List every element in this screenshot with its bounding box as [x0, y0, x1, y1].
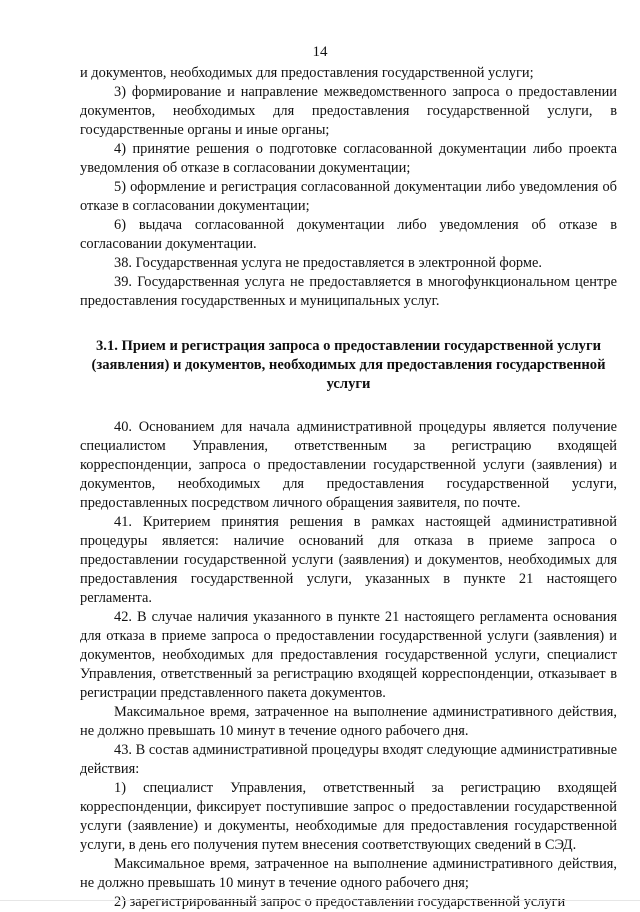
- paragraph: и документов, необходимых для предоставления государственной услуги;: [80, 65, 534, 81]
- paragraph: 38. Государственная услуга не предоставляется в электронной форме.: [114, 255, 542, 271]
- paragraph: 1) специалист Управления, ответственный за регистрацию входящей корреспонденции, фиксирует поступившие запрос о предоставлении государственной услуги (заявление) и документы, необходимые для предоставления государственной услуги, в день его получения путем внесения соответствующих сведений в СЭД.: [80, 780, 617, 853]
- paragraph: Максимальное время, затраченное на выполнение административного действия, не должно превышать 10 минут в течение одного рабочего дня.: [80, 704, 617, 739]
- paragraph: Максимальное время, затраченное на выполнение административного действия, не должно превышать 10 минут в течение одного рабочего дня;: [80, 856, 617, 891]
- paragraph: 4) принятие решения о подготовке согласованной документации либо проекта уведомления об отказе в согласовании документации;: [80, 141, 617, 176]
- paragraph: 41. Критерием принятия решения в рамках настоящей административной процедуры является: наличие оснований для отказа в приеме запроса о предоставлении государственной услуги (заявления) и документов, необходимых для предоставления государственной услуги, указанных в пункте 21 настоящего регламента.: [80, 514, 617, 606]
- paragraph: 3) формирование и направление межведомственного запроса о предоставлении документов, необходимых для предоставления государственной услуги, в государственные органы и иные органы;: [80, 84, 617, 138]
- paragraph: 40. Основанием для начала административной процедуры является получение специалистом Управления, ответственным за регистрацию входящей корреспонденции, запроса о предоставлении государственной услуги (заявления) и документов, необходимых для предоставления государственной услуги, предоставленных посредством личного обращения заявителя, по почте.: [80, 419, 617, 511]
- paragraph: 5) оформление и регистрация согласованной документации либо уведомления об отказе в согласовании документации;: [80, 179, 617, 214]
- section-heading: 3.1. Прием и регистрация запроса о предоставлении государственной услуги (заявления) и документов, необходимых для предоставления государственной услуги: [91, 338, 606, 392]
- page-bottom-edge: [0, 900, 640, 905]
- paragraph: 39. Государственная услуга не предоставляется в многофункциональном центре предоставления государственных и муниципальных услуг.: [80, 274, 617, 309]
- section-after: [80, 418, 617, 912]
- paragraph: 43. В состав административной процедуры входят следующие административные действия:: [80, 742, 617, 777]
- paragraph: 42. В случае наличия указанного в пункте 21 настоящего регламента основания для отказа в приеме запроса о предоставлении государственной услуги (заявления) и документов, необходимых для предоставления государственной услуги, специалист Управления, ответственный за регистрацию входящей корреспонденции, отказывает в регистрации представленного пакета документов.: [80, 609, 617, 701]
- paragraph: 6) выдача согласованной документации либо уведомления об отказе в согласовании документации.: [80, 217, 617, 252]
- page-number: 14: [312, 44, 328, 60]
- document-body: [80, 64, 617, 912]
- paragraph: 2) зарегистрированный запрос о предоставлении государственной услуги: [114, 894, 566, 910]
- section-before: [80, 64, 617, 311]
